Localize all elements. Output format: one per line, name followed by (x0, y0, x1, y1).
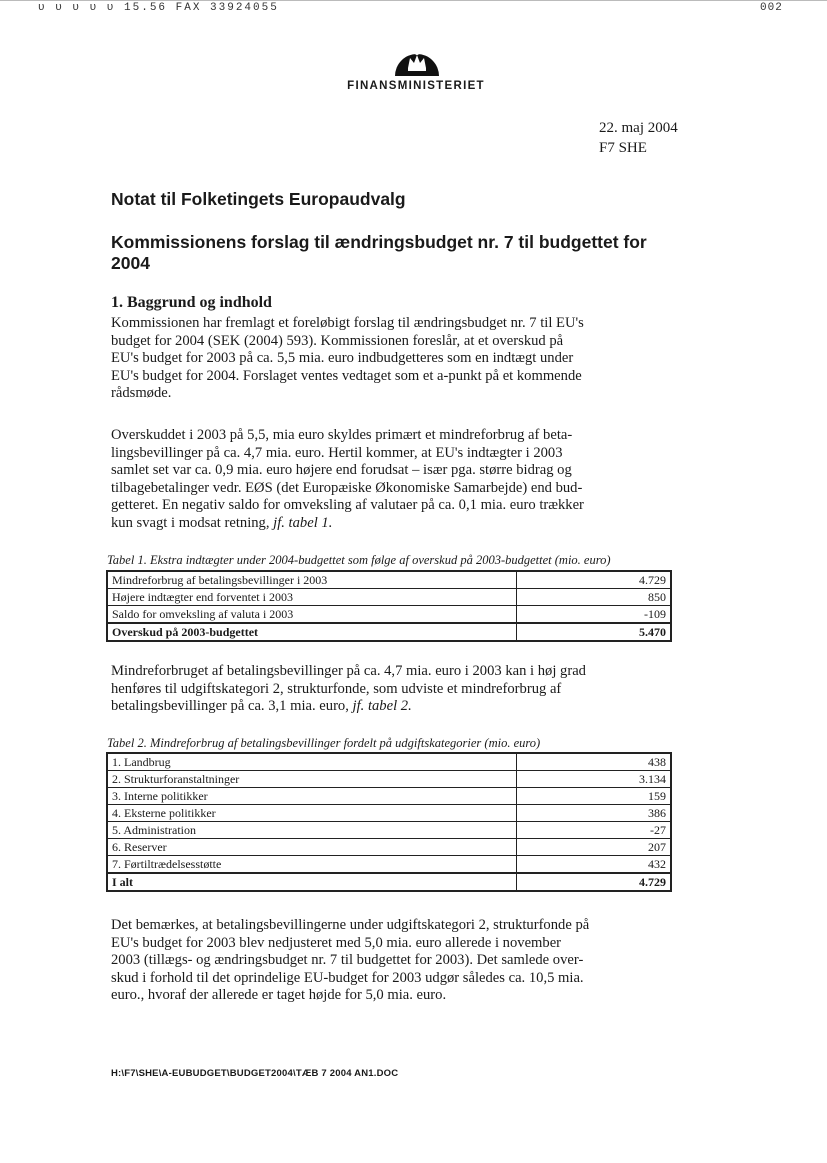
table-row (107, 589, 671, 606)
file-path-footer: H:\F7\SHE\A-EUBUDGET\BUDGET2004\TÆB 7 2004 AN1.DOC (111, 1068, 399, 1079)
paragraph-1 (111, 315, 691, 403)
text-line: lingsbevillinger på ca. 4,7 mia. euro. Hertil kommer, at EU's indtægter i 2003 (111, 444, 563, 461)
document-date: 22. maj 2004 (599, 120, 678, 136)
row-label: 6. Reserver (107, 839, 517, 856)
text-line: 2003 (tillægs- og ændringsbudget nr. 7 til budgettet for 2003). Det samlede over- (111, 952, 584, 969)
text-line: EU's budget for 2003 på ca. 5,5 mia. euro indbudgetteres som en indtægt under (111, 350, 574, 367)
row-value: 207 (517, 839, 672, 856)
text-line: EU's budget for 2004. Forslaget ventes vedtaget som et a-punkt på et kommende (111, 367, 582, 384)
table-total-row (107, 623, 671, 641)
row-value: 4.729 (517, 571, 672, 589)
table-row (107, 753, 671, 771)
paragraph-2 (111, 427, 691, 533)
table-row (107, 805, 671, 822)
date-block (599, 118, 678, 158)
memo-heading: Notat til Folketingets Europaudvalg (111, 189, 406, 209)
table1-caption: Tabel 1. Ekstra indtægter under 2004-budgettet som følge af overskud på 2003-budgettet (mio. euro) (107, 553, 611, 567)
row-label: 2. Strukturforanstaltninger (107, 771, 517, 788)
text-line: henføres til udgiftskategori 2, strukturfonde, som udviste et mindreforbrug af (111, 680, 562, 697)
row-value: 4.729 (517, 873, 672, 891)
paragraph-4 (111, 917, 691, 1005)
fax-header: ᴜ ᴜ ᴜ ᴜ ᴜ 15.56 FAX 33924055 (38, 2, 279, 14)
row-label: 7. Førtiltrædelsesstøtte (107, 856, 517, 874)
table-reference: jf. tabel 1. (273, 514, 333, 531)
table-row (107, 839, 671, 856)
document-reference: F7 SHE (599, 140, 647, 156)
text-segment: kun svagt i modsat retning, (111, 514, 270, 531)
row-value: -27 (517, 822, 672, 839)
row-value: 386 (517, 805, 672, 822)
ministry-name: FINANSMINISTERIET (347, 80, 485, 92)
row-label: 3. Interne politikker (107, 788, 517, 805)
row-value: 3.134 (517, 771, 672, 788)
document-title: Kommissionens forslag til ændringsbudget nr. 7 til budgettet for 2004 (111, 232, 647, 273)
row-value: 850 (517, 589, 672, 606)
paragraph-3 (111, 663, 691, 716)
table-row (107, 788, 671, 805)
table-1 (106, 570, 672, 642)
text-line: EU's budget for 2003 blev nedjusteret med 5,0 mia. euro allerede i november (111, 934, 562, 951)
text-line: Det bemærkes, at betalingsbevillingerne under udgiftskategori 2, strukturfonde på (111, 917, 590, 933)
text-line: getteret. En negativ saldo for omveksling af valutaer på ca. 0,1 mia. euro trækker (111, 497, 584, 514)
section-title: 1. Baggrund og indhold (111, 294, 272, 311)
page-marker: 002 (760, 2, 783, 14)
text-line (111, 698, 691, 716)
table-row (107, 571, 671, 589)
row-label: Mindreforbrug af betalingsbevillinger i 2003 (107, 571, 517, 589)
text-line: euro., hvoraf der allerede er taget højde for 5,0 mia. euro. (111, 987, 447, 1004)
row-label: I alt (107, 873, 517, 891)
table-row (107, 822, 671, 839)
row-label: Saldo for omveksling af valuta i 2003 (107, 606, 517, 624)
crown-logo-icon (394, 42, 440, 76)
text-segment: betalingsbevillinger på ca. 3,1 mia. euro, (111, 698, 349, 715)
table-total-row (107, 873, 671, 891)
text-line: skud i forhold til det oprindelige EU-budget for 2003 udgør således ca. 10,5 mia. (111, 969, 584, 986)
row-value: -109 (517, 606, 672, 624)
text-line: budget for 2004 (SEK (2004) 593). Kommissionen foreslår, at et overskud på (111, 332, 564, 349)
text-line: tilbagebetalinger vedr. EØS (det Europæiske Økonomiske Samarbejde) end bud- (111, 479, 583, 496)
row-value: 432 (517, 856, 672, 874)
row-label: Overskud på 2003-budgettet (107, 623, 517, 641)
table-row (107, 606, 671, 624)
table-reference: jf. tabel 2. (352, 698, 412, 715)
text-line: Overskuddet i 2003 på 5,5, mia euro skyldes primært et mindreforbrug af beta- (111, 427, 573, 443)
table-2 (106, 752, 672, 892)
row-value: 438 (517, 753, 672, 771)
text-line: Kommissionen har fremlagt et foreløbigt forslag til ændringsbudget nr. 7 til EU's (111, 315, 584, 331)
table-row (107, 771, 671, 788)
text-line (111, 515, 691, 533)
table2-caption: Tabel 2. Mindreforbrug af betalingsbevillinger fordelt på udgiftskategorier (mio. euro) (107, 736, 541, 750)
row-label: 1. Landbrug (107, 753, 517, 771)
row-label: 4. Eksterne politikker (107, 805, 517, 822)
row-label: 5. Administration (107, 822, 517, 839)
row-value: 5.470 (517, 623, 672, 641)
row-value: 159 (517, 788, 672, 805)
table-row (107, 856, 671, 874)
text-line: Mindreforbruget af betalingsbevillinger på ca. 4,7 mia. euro i 2003 kan i høj grad (111, 663, 586, 679)
top-scan-edge (0, 0, 827, 1)
row-label: Højere indtægter end forventet i 2003 (107, 589, 517, 606)
text-line: samlet set var ca. 0,9 mia. euro højere end forudsat – især pga. større bidrag og (111, 462, 572, 479)
text-line: rådsmøde. (111, 385, 172, 402)
